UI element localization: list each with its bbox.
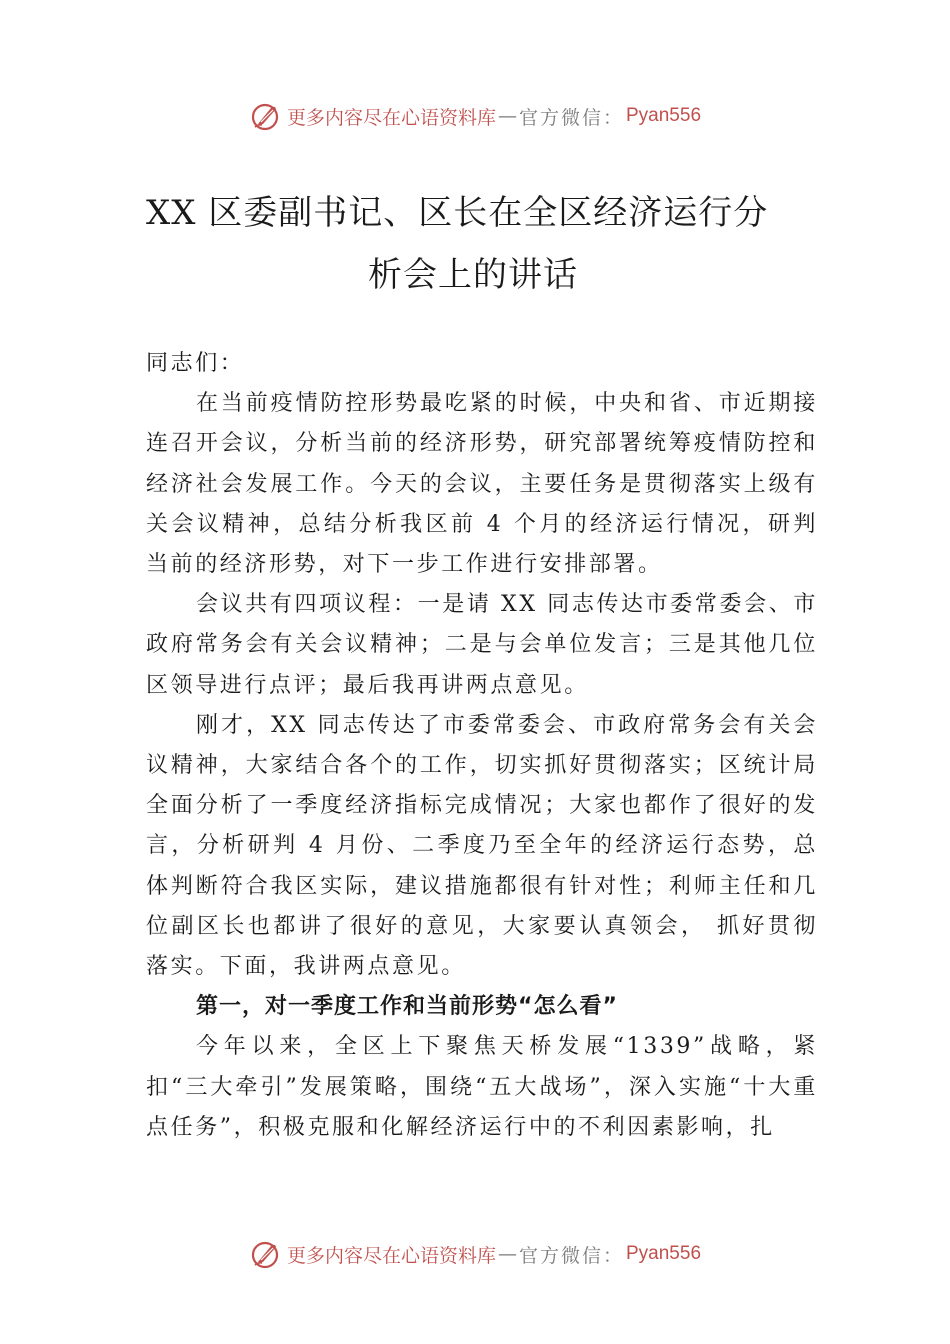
watermark-text: 更多内容尽在心语资料库 <box>286 1244 496 1267</box>
document-title <box>146 182 826 306</box>
watermark-wechat-label: 官方微信： <box>518 106 624 129</box>
watermark-text: 更多内容尽在心语资料库 <box>286 106 496 129</box>
watermark-wechat-label: 官方微信： <box>518 1244 624 1267</box>
title-line-2: 析会上的讲话 <box>368 255 578 295</box>
header-watermark <box>0 96 950 136</box>
quill-logo-icon <box>249 1238 281 1270</box>
watermark-dash: — <box>497 1243 517 1265</box>
quill-logo-icon <box>249 100 281 132</box>
watermark-wechat-id: Pyan556 <box>626 1243 702 1264</box>
document-body <box>146 344 818 1148</box>
watermark-wechat-id: Pyan556 <box>626 105 702 126</box>
watermark-dash: — <box>497 105 517 127</box>
paragraph-1: 在当前疫情防控形势最吃紧的时候，中央和省、市近期接连召开会议，分析当前的经济形势，研究部署统筹疫情防控和经济社会发展工作。今天的会议，主要任务是贯彻落实上级有关会议精神，总结分析我区前 4 个月的经济运行情况，研判当前的经济形势，对下一步工作进行安排部署。 <box>146 391 818 578</box>
paragraph-2: 会议共有四项议程：一是请 XX 同志传达市委常委会、市政府常务会有关会议精神；二是与会单位发言；三是其他几位区领导进行点评；最后我再讲两点意见。 <box>146 592 818 698</box>
salutation: 同志们： <box>146 351 245 376</box>
title-line-1: XX 区委副书记、区长在全区经济运行分 <box>146 193 769 233</box>
paragraph-4: 今年以来，全区上下聚焦天桥发展“1339”战略，紧扣“三大牵引”发展策略，围绕“五大战场”，深入实施“十大重点任务”，积极克服和化解经济运行中的不利因素影响，扎 <box>146 1034 818 1140</box>
paragraph-3: 刚才，XX 同志传达了市委常委会、市政府常务会有关会议精神，大家结合各个的工作，切实抓好贯彻落实；区统计局全面分析了一季度经济指标完成情况；大家也都作了很好的发言，分析研判 4 月份、二季度乃至全年的经济运行态势，总体判断符合我区实际，建议措施都很有针对性；利师主任和几位副区长也都讲了很好的意见，大家要认真领会， 抓好贯彻落实。下面，我讲两点意见。 <box>146 712 818 980</box>
footer-watermark <box>0 1234 950 1274</box>
section-heading-1: 第一，对一季度工作和当前形势“怎么看” <box>196 994 618 1020</box>
